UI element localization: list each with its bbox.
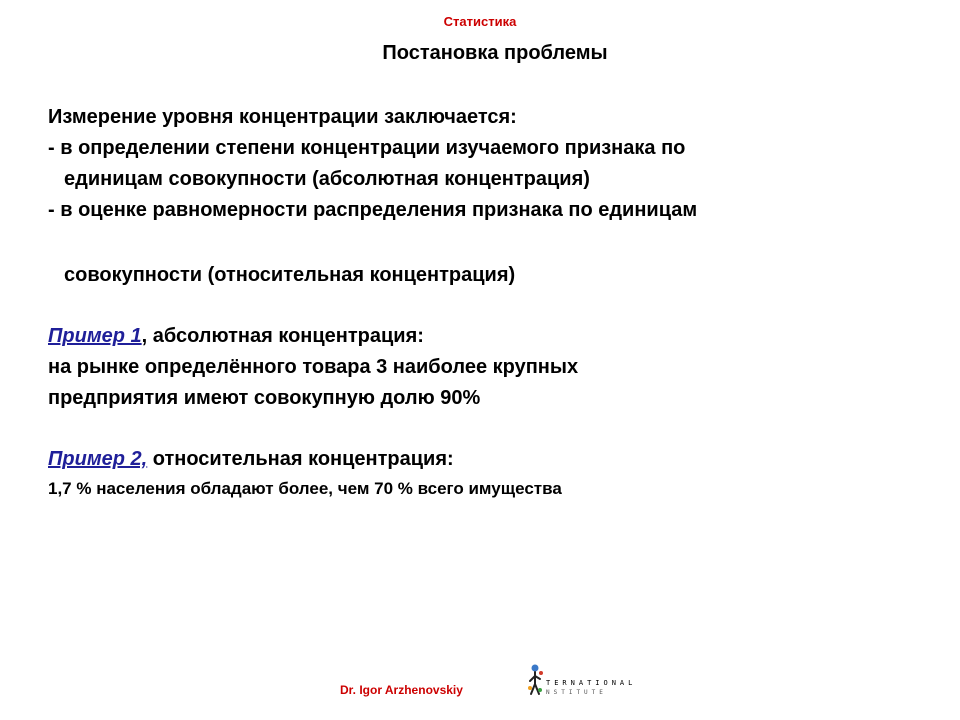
example1-line2: предприятия имеют совокупную долю 90% (48, 387, 481, 409)
logo-subtext: NSTITUTE (546, 689, 607, 696)
spacer (48, 226, 948, 260)
logo-text: TERNATIONAL (546, 679, 637, 687)
point1-line2: единицам совокупности (абсолютная концентрация) (64, 168, 590, 190)
example2-heading-text: относительная концентрация: (147, 448, 454, 470)
intro-text: Измерение уровня концентрации заключается: (48, 106, 517, 128)
slide-title: Постановка проблемы (382, 42, 608, 64)
footer-author: Dr. Igor Arzhenovskiy (340, 683, 463, 697)
spacer (48, 291, 948, 321)
slide-content (48, 102, 948, 503)
example1-heading (48, 321, 948, 352)
example2-label: Пример 2, (48, 448, 148, 470)
logo-figure-icon (526, 662, 546, 702)
example1-label: Пример 1 (48, 325, 142, 347)
point2-line1: - в оценке равномерности распределения признака по единицам (48, 199, 698, 221)
spacer (48, 414, 948, 444)
point1-line1: - в определении степени концентрации изучаемого признака по (48, 137, 686, 159)
example2-line1: 1,7 % населения обладают более, чем 70 % всего имущества (48, 479, 562, 498)
example1-heading-text: , абсолютная концентрация: (141, 325, 424, 347)
point2-line2: совокупности (относительная концентрация) (64, 264, 516, 286)
example1-line1: на рынке определённого товара 3 наиболее крупных (48, 356, 579, 378)
example2-heading (48, 444, 948, 475)
international-institute-logo (526, 662, 636, 702)
slide-subject-header: Статистика (443, 14, 517, 29)
